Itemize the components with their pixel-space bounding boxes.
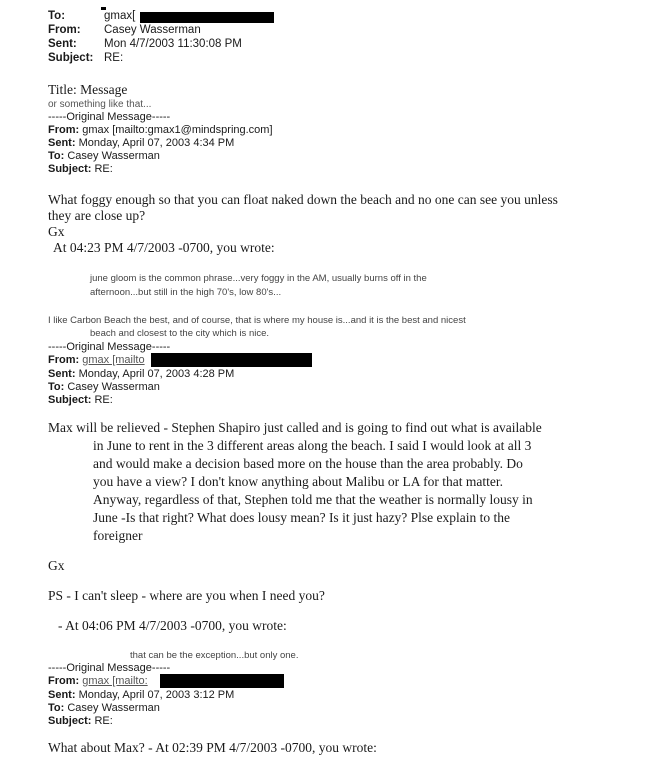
orig-from-label: From: bbox=[48, 675, 80, 687]
body-line: Anyway, regardless of that, Stephen told me that the weather is normally lousy in bbox=[93, 492, 533, 507]
quote-intro: - At 04:06 PM 4/7/2003 -0700, you wrote: bbox=[58, 618, 287, 633]
orig-subject-line bbox=[48, 715, 113, 727]
to-value: gmax[ bbox=[104, 10, 136, 22]
postscript: PS - I can't sleep - where are you when I need you? bbox=[48, 588, 325, 603]
orig-sent-line bbox=[48, 137, 234, 149]
orig-to-label: To: bbox=[48, 702, 65, 714]
quoted-line: june gloom is the common phrase...very foggy in the AM, usually burns off in the bbox=[90, 273, 427, 284]
orig-from-value: gmax [mailto: bbox=[82, 675, 148, 687]
orig-sent-value: Monday, April 07, 2003 4:28 PM bbox=[78, 368, 235, 380]
orig-from-line bbox=[48, 354, 145, 366]
orig-sent-label: Sent: bbox=[48, 137, 76, 149]
redaction-bar bbox=[151, 353, 312, 367]
orig-from-value: gmax [mailto bbox=[82, 354, 145, 366]
orig-from-label: From: bbox=[48, 124, 80, 136]
orig-from-line bbox=[48, 124, 273, 136]
subject-label: Subject: bbox=[48, 52, 94, 64]
sent-value: Mon 4/7/2003 11:30:08 PM bbox=[104, 38, 242, 50]
orig-to-value: Casey Wasserman bbox=[67, 702, 160, 714]
orig-sent-label: Sent: bbox=[48, 689, 76, 701]
orig-to-value: Casey Wasserman bbox=[67, 150, 160, 162]
quoted-line: that can be the exception...but only one. bbox=[130, 650, 299, 661]
orig-subject-value: RE: bbox=[94, 715, 113, 727]
original-message-separator: -----Original Message----- bbox=[48, 341, 171, 353]
orig-subject-label: Subject: bbox=[48, 715, 92, 727]
orig-from-line bbox=[48, 675, 148, 687]
orig-to-value: Casey Wasserman bbox=[67, 381, 160, 393]
body-line: What foggy enough so that you can float naked down the beach and no one can see you unless bbox=[48, 192, 558, 207]
reply-line: or something like that... bbox=[48, 99, 152, 110]
reply-text: I like Carbon Beach the best, and of course, that is where my house is...and it is the best and nicest bbox=[48, 315, 466, 326]
orig-to-label: To: bbox=[48, 150, 65, 162]
orig-subject-line bbox=[48, 394, 113, 406]
body-line: you have a view? I don't know anything about Malibu or LA for that matter. bbox=[93, 474, 503, 489]
orig-subject-label: Subject: bbox=[48, 394, 92, 406]
redaction-bar bbox=[160, 674, 284, 688]
orig-sent-line bbox=[48, 689, 234, 701]
quoted-line: afternoon...but still in the high 70's, low 80's... bbox=[90, 287, 282, 298]
original-message-separator: -----Original Message----- bbox=[48, 111, 171, 123]
signature: Gx bbox=[48, 558, 65, 573]
subject-value: RE: bbox=[104, 52, 124, 64]
orig-sent-line bbox=[48, 368, 234, 380]
orig-sent-value: Monday, April 07, 2003 4:34 PM bbox=[78, 137, 235, 149]
orig-subject-line bbox=[48, 163, 113, 175]
signature: Gx bbox=[48, 224, 65, 239]
from-label: From: bbox=[48, 24, 81, 36]
body-line: Max will be relieved - Stephen Shapiro just called and is going to find out what is available bbox=[48, 420, 542, 435]
orig-subject-label: Subject: bbox=[48, 163, 92, 175]
to-label: To: bbox=[48, 10, 66, 22]
orig-to-line bbox=[48, 381, 160, 393]
body-line: foreigner bbox=[93, 528, 143, 543]
body-line: they are close up? bbox=[48, 208, 146, 223]
body-line: and would make a decision based more on the house than the area probably. Do bbox=[93, 456, 523, 471]
sent-label: Sent: bbox=[48, 38, 77, 50]
body-line: What about Max? - At 02:39 PM 4/7/2003 -0700, you wrote: bbox=[48, 740, 377, 755]
body-line: in June to rent in the 3 different areas along the beach. I said I would look at all 3 bbox=[93, 438, 532, 453]
orig-subject-value: RE: bbox=[94, 394, 113, 406]
orig-sent-label: Sent: bbox=[48, 368, 76, 380]
orig-from-value: gmax [mailto:gmax1@mindspring.com] bbox=[82, 124, 273, 136]
quote-intro: At 04:23 PM 4/7/2003 -0700, you wrote: bbox=[53, 240, 275, 255]
reply-text: beach and closest to the city which is nice. bbox=[90, 328, 270, 339]
orig-from-label: From: bbox=[48, 354, 80, 366]
orig-subject-value: RE: bbox=[94, 163, 113, 175]
body-line: June -Is that right? What does lousy mean? Is it just hazy? Plse explain to the bbox=[93, 510, 511, 525]
message-title: Title: Message bbox=[48, 82, 128, 97]
orig-to-line bbox=[48, 150, 160, 162]
orig-to-label: To: bbox=[48, 381, 65, 393]
from-value: Casey Wasserman bbox=[104, 24, 201, 36]
original-message-separator: -----Original Message----- bbox=[48, 662, 171, 674]
orig-sent-value: Monday, April 07, 2003 3:12 PM bbox=[78, 689, 235, 701]
redaction-bar bbox=[140, 12, 274, 23]
orig-to-line bbox=[48, 702, 160, 714]
